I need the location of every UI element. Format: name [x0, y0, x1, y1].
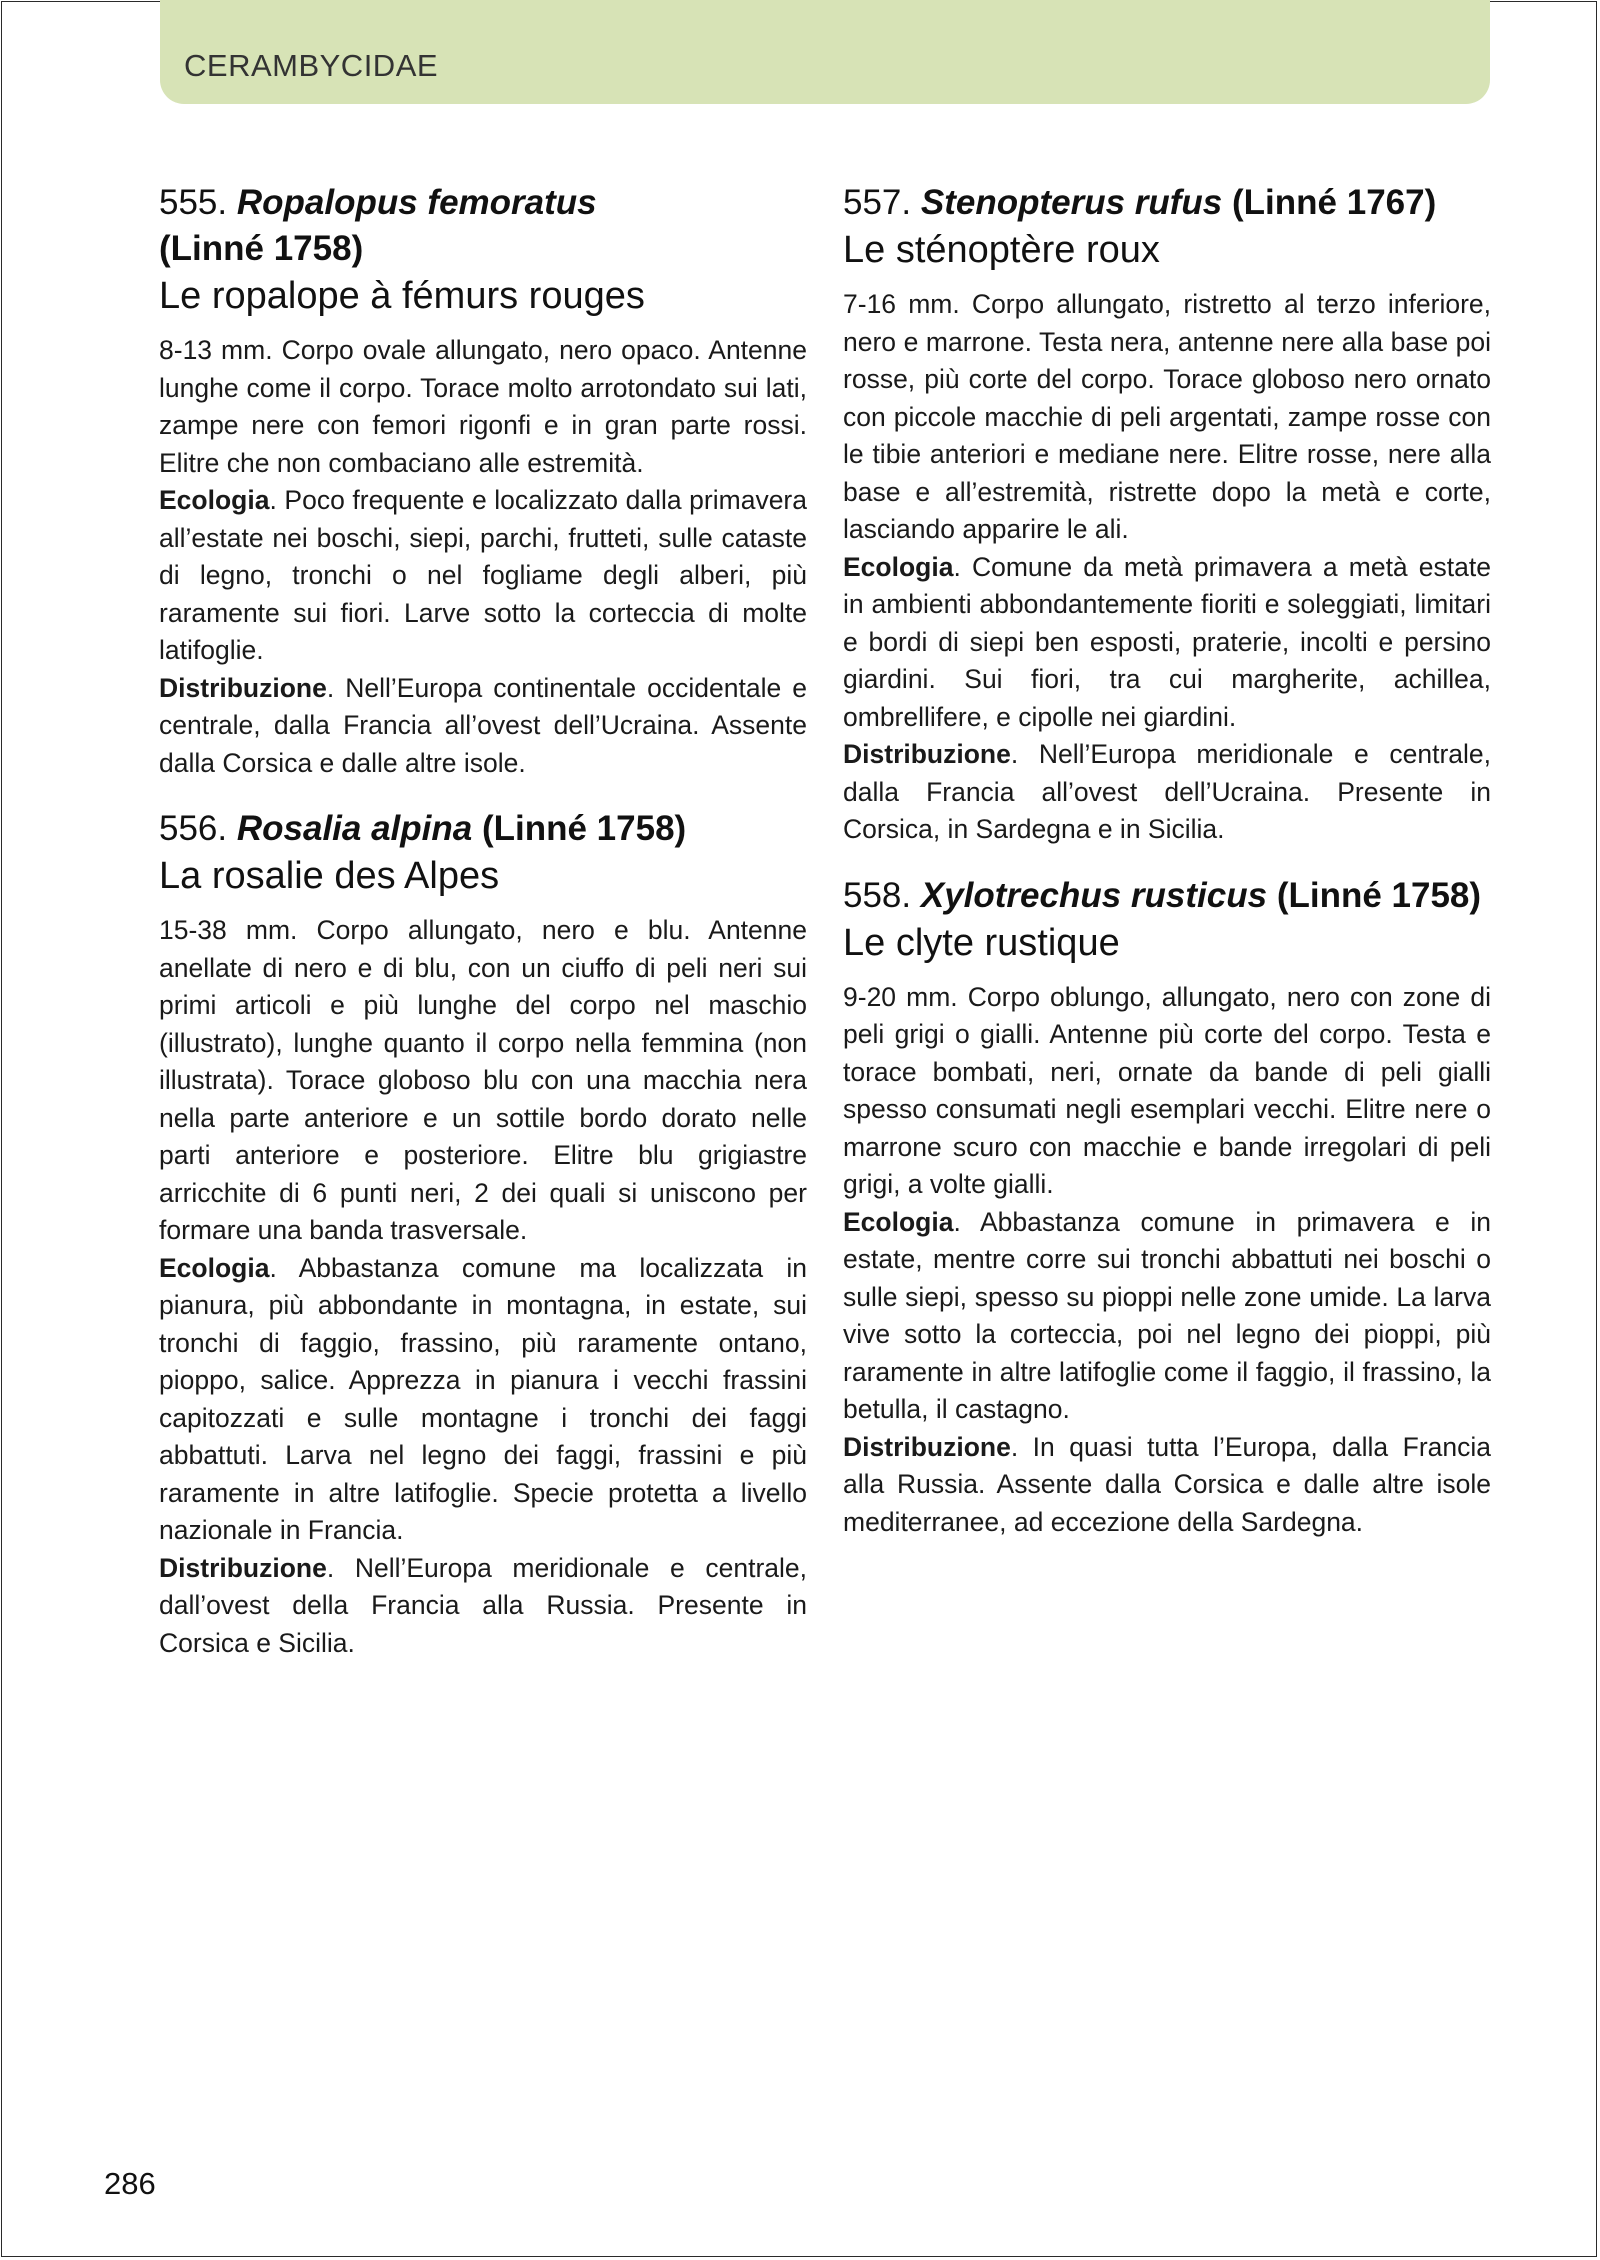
entry-number: 557. — [843, 183, 912, 222]
entry-number: 556. — [159, 809, 228, 848]
right-column — [843, 180, 1491, 1565]
scientific-name: Rosalia alpina — [236, 809, 473, 848]
entry-number: 555. — [159, 183, 228, 222]
entry-heading — [843, 180, 1491, 226]
ecology-paragraph — [843, 549, 1491, 737]
ecology-label: Ecologia — [159, 1252, 270, 1283]
distribution-text: . Nell’Europa meridionale e centrale, dalla Francia all’ovest dell’Ucraina. Presente in Corsica, in Sardegna e in Sicilia. — [843, 739, 1491, 844]
author-year: (Linné 1758) — [481, 809, 687, 848]
distribution-text: . Nell’Europa continentale occidentale e centrale, dalla Francia all’ovest dell’Ucraina. Assente dalla Corsica e dalle altre isole. — [159, 672, 807, 778]
page-number: 286 — [104, 2166, 156, 2201]
ecology-text: . Comune da metà primavera a metà estate in ambienti abbondantemente fioriti e soleggiati, limitari e bordi di siepi ben esposti, praterie, incolti e persino giardini. Sui fiori, tra cui margherite, achillea, ombrellifere, e cipolle nei giardini. — [843, 551, 1491, 732]
distribution-paragraph — [843, 736, 1491, 849]
entry-heading — [159, 806, 807, 852]
description-text: 8-13 mm. Corpo ovale allungato, nero opaco. Antenne lunghe come il corpo. Torace molto arrotondato sui lati, zampe nere con femori rigonfi e in gran parte rossi. Elitre che non combaciano alle estremità. — [159, 335, 807, 478]
distribution-paragraph — [159, 1550, 807, 1663]
entry-number: 558. — [843, 875, 912, 915]
description-text: 15-38 mm. Corpo allungato, nero e blu. Antenne anellate di nero e di blu, con un ciuffo di peli neri sui primi articoli e più lunghe del corpo nel maschio (illustrato), lunghe quanto il corpo nella femmina (non illustrata). Torace globoso blu con una macchia nera nella parte anteriore e un sottile bordo dorato nelle parti anteriore e posteriore. Elitre blu grigiastre arricchite di 6 punti neri, 2 dei quali si uniscono per formare una banda trasversale. — [159, 915, 807, 1245]
family-title: CERAMBYCIDAE — [184, 48, 439, 83]
distribution-text: . In quasi tutta l’Europa, dalla Francia alla Russia. Assente dalla Corsica e dalle altre isole mediterranee, ad eccezione della Sardegna. — [843, 1431, 1491, 1537]
common-name: Le clyte rustique — [843, 921, 1120, 964]
common-name: La rosalie des Alpes — [159, 855, 500, 897]
ecology-text: . Poco frequente e localizzato dalla primavera all’estate nei boschi, siepi, parchi, frutteti, sulle cataste di legno, tronchi o nel fogliame degli alberi, più raramente sui fiori. Larve sotto la corteccia di molte latifoglie. — [159, 485, 807, 665]
ecology-label: Ecologia — [159, 485, 270, 515]
author-year: (Linné 1767) — [1232, 183, 1437, 222]
distribution-label: Distribuzione — [159, 672, 327, 703]
ecology-text: . Abbastanza comune in primavera e in estate, mentre corre sui tronchi abbattuti nei boschi o sulle siepi, spesso su pioppi nelle zone umide. La larva vive sotto la corteccia, poi nel legno dei pioppi, più raramente in altre latifoglie come il faggio, il frassino, la betulla, il castagno. — [843, 1206, 1491, 1424]
common-name: Le sténoptère roux — [843, 229, 1160, 271]
common-name: Le ropalope à fémurs rouges — [159, 275, 645, 317]
description-text: 9-20 mm. Corpo oblungo, allungato, nero con zone di peli grigi o gialli. Antenne più corte del corpo. Testa e torace bombati, neri, ornate da bande di peli gialli spesso consumati negli esemplari vecchi. Elitre nere o marrone scuro con macchie e bande irregolari di peli grigi, a volte gialli. — [843, 981, 1491, 1199]
ecology-paragraph — [159, 482, 807, 670]
ecology-paragraph — [843, 1204, 1491, 1429]
distribution-label: Distribuzione — [159, 1552, 327, 1583]
ecology-paragraph — [159, 1250, 807, 1550]
ecology-label: Ecologia — [843, 1206, 954, 1237]
entry-heading — [843, 873, 1491, 919]
ecology-label: Ecologia — [843, 551, 954, 582]
species-entry-556 — [159, 806, 807, 1662]
distribution-label: Distribuzione — [843, 1431, 1011, 1462]
scientific-name: Stenopterus rufus — [920, 183, 1223, 222]
species-entry-555 — [159, 180, 807, 782]
ecology-text: . Abbastanza comune ma localizzata in pianura, più abbondante in montagna, in estate, sui tronchi di faggio, frassino, più raramente ontano, pioppo, salice. Apprezza in pianura i vecchi frassini capitozzati e sulle montagne i tronchi dei faggi abbattuti. Larva nel legno dei faggi, frassini e più raramente in altre latifoglie. Specie protetta a livello nazionale in Francia. — [159, 1252, 807, 1545]
left-column — [159, 180, 807, 1686]
author-year: (Linné 1758) — [159, 229, 364, 268]
header-band — [160, 0, 1490, 104]
distribution-text: . Nell’Europa meridionale e centrale, dall’ovest della Francia alla Russia. Presente in Corsica e Sicilia. — [159, 1552, 807, 1658]
author-year: (Linné 1758) — [1276, 875, 1482, 915]
scientific-name: Xylotrechus rusticus — [920, 875, 1268, 915]
species-entry-557 — [843, 180, 1491, 849]
entry-heading — [159, 180, 807, 272]
description-text: 7-16 mm. Corpo allungato, ristretto al terzo inferiore, nero e marrone. Testa nera, antenne nere alla base poi rosse, più corte del corpo. Torace globoso nero ornato con piccole macchie di peli argentati, zampe rosse con le tibie anteriori e mediane nere. Elitre rosse, nere alla base e all’estremità, ristrette dopo la metà e corte, lasciando apparire le ali. — [843, 289, 1491, 544]
distribution-label: Distribuzione — [843, 739, 1011, 769]
distribution-paragraph — [159, 670, 807, 783]
distribution-paragraph — [843, 1429, 1491, 1542]
species-entry-558 — [843, 873, 1491, 1542]
scientific-name: Ropalopus femoratus — [236, 183, 597, 222]
